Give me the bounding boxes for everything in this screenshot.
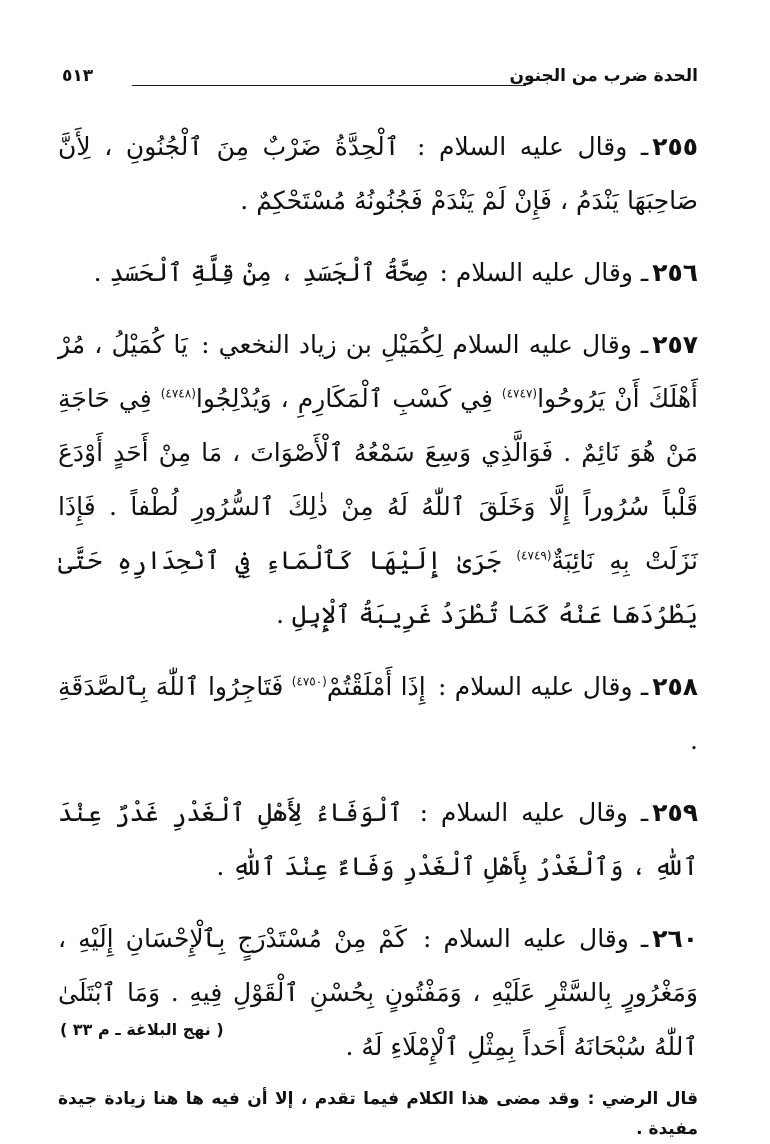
saying-text: كَمْ مِنْ مُسْتَدْرَجٍ بِٱلْإِحْسَانِ إِلَيْهِ ، وَمَغْرُورٍ بِالسَّتْرِ عَلَيْهِ ، وَمَفْتُونٍ بِحُسْنِ ٱلْقَوْلِ فِيهِ . وَمَا ٱبْتَلَىٰ ٱللّٰهُ سُبْحَانَهُ أَحَداً بِمِثْلِ ٱلْإِمْلَاءِ لَهُ . <box>58 924 698 1061</box>
running-header <box>62 60 698 96</box>
saying-paragraph <box>58 120 698 228</box>
saying-number: ٢٥٦ <box>652 258 698 287</box>
saying-intro: ـ وقال عليه السلام : <box>416 132 649 161</box>
saying-text: ٱلْوَفَاءُ لِأَهْلِ ٱلْغَدْرِ غَدْرٌ عِنْدَ ٱللّٰهِ ، وَٱلْغَدْرُ بِأَهْلِ ٱلْغَدْرِ وَفَاءٌ عِنْدَ ٱللّٰهِ . <box>58 798 698 881</box>
saying-intro: ـ وقال عليه السلام : <box>439 258 649 287</box>
footnote-marker[interactable]: (٤٧٤٨) <box>160 386 196 401</box>
saying-paragraph <box>58 660 698 768</box>
saying-paragraph <box>58 912 698 1074</box>
saying-text: إِذَا أَمْلَقْتُمْ <box>326 672 426 701</box>
saying-paragraph <box>58 318 698 642</box>
note-text: وقد مضى هذا الكلام فيما تقدم ، إلا أن فيه ها هنا زيادة جيدة مفيدة . <box>58 1089 698 1139</box>
saying-number: ٢٥٩ <box>652 798 698 827</box>
saying-text: فِي حَاجَةِ مَنْ هُوَ نَائِمٌ . فَوَالَّذِي وَسِعَ سَمْعُهُ ٱلْأَصْوَاتَ ، مَا مِنْ أَحَدٍ أَوْدَعَ قَلْباً سُرُوراً إِلَّا وَخَلَقَ ٱللّٰهُ لَهُ مِنْ ذٰلِكَ ٱلسُّرُورِ لُطْفاً . فَإِذَا نَزَلَتْ بِهِ نَائِبَةٌ <box>58 384 698 575</box>
saying-number: ٢٥٥ <box>652 132 698 161</box>
saying-number: ٢٥٧ <box>652 330 699 359</box>
page-number: ٥١٣ <box>62 66 94 86</box>
editor-note <box>58 1084 698 1144</box>
header-rule <box>132 85 526 86</box>
saying-text: جَرَىٰ إِلَيْهَا كَٱلْمَاءِ فِي ٱنْحِدَارِهِ حَتَّىٰ يَطْرُدَهَا عَنْهُ كَمَا تُطْرَدُ غَرِيبَةُ ٱلْإِبِلِ . <box>58 546 698 629</box>
saying-text: ٱلْحِدَّةُ ضَرْبٌ مِنَ ٱلْجُنُونِ ، لِأَنَّ صَاحِبَهَا يَنْدَمُ ، فَإِنْ لَمْ يَنْدَمْ فَجُنُونُهُ مُسْتَحْكِمٌ . <box>58 132 698 215</box>
saying-text: صِحَّةُ ٱلْجَسَدِ ، مِنْ قِلَّةِ ٱلْحَسَدِ . <box>93 258 428 287</box>
saying-number: ٢٦٠ <box>652 924 698 953</box>
footnote-marker[interactable]: (٤٧٤٩) <box>516 548 552 563</box>
header-title: الحدة ضرب من الجنون <box>509 66 698 86</box>
page-footer: ( نهج البلاغة ـ م ٣٣ ) <box>60 1020 224 1039</box>
saying-text: فِي كَسْبِ ٱلْمَكَارِمِ ، وَيُدْلِجُوا <box>195 384 502 413</box>
saying-paragraph <box>58 246 698 300</box>
saying-intro: ـ وقال عليه السلام : <box>423 924 649 953</box>
note-label: قال الرضي : <box>587 1089 698 1109</box>
footnote-marker[interactable]: (٤٧٤٧) <box>501 386 538 401</box>
saying-text: فَتَاجِرُوا ٱللّٰهَ بِٱلصَّدَقَةِ . <box>58 672 698 755</box>
sayings-list <box>58 120 698 1074</box>
footnote-marker[interactable]: (٤٧٥٠) <box>291 674 327 689</box>
saying-paragraph <box>58 786 698 894</box>
saying-number: ٢٥٨ <box>652 672 698 701</box>
saying-intro: ـ وقال عليه السلام لِكُمَيْلِ بن زياد النخعي : <box>201 330 649 359</box>
saying-text: يَا كُمَيْلُ ، مُرْ أَهْلَكَ أَنْ يَرُوحُوا <box>58 330 698 413</box>
page-body <box>58 120 698 1144</box>
saying-intro: ـ وقال عليه السلام : <box>437 672 649 701</box>
saying-intro: ـ وقال عليه السلام : <box>419 798 649 827</box>
